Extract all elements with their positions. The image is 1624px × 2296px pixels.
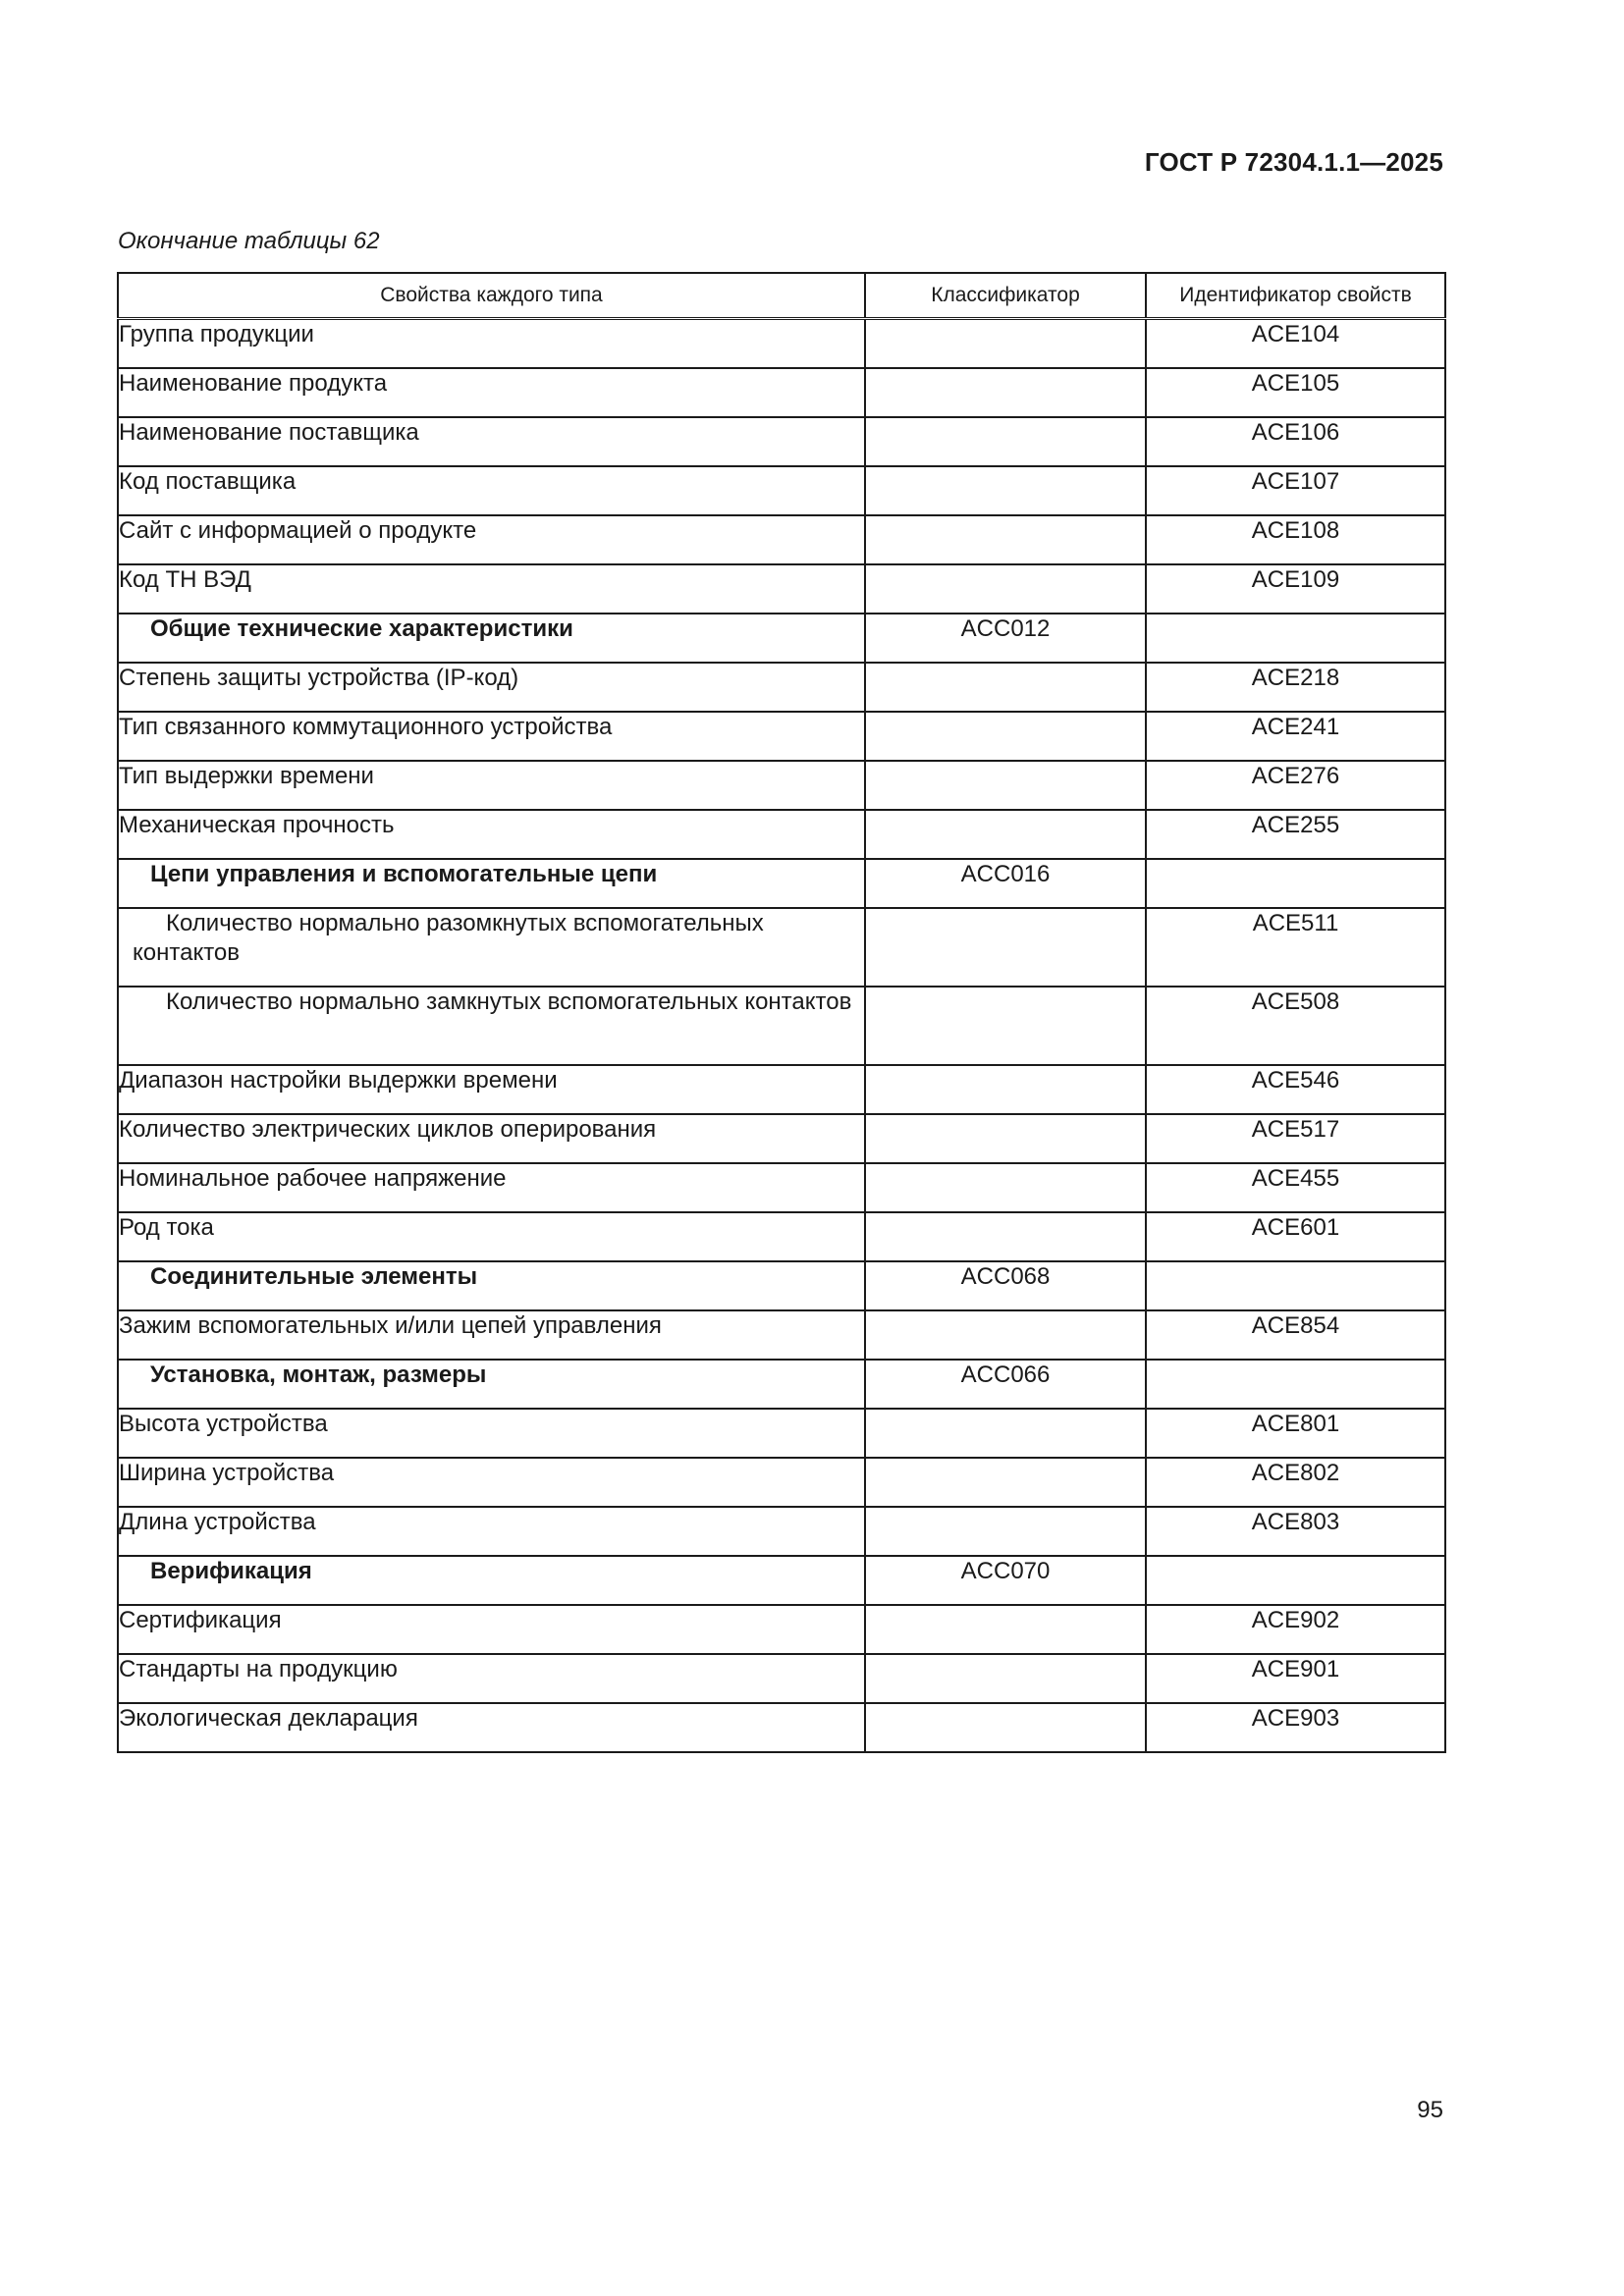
property-id-cell: ACE108: [1146, 515, 1445, 564]
table-row: [118, 663, 1445, 712]
classifier-cell: [865, 1654, 1146, 1703]
table-group-row: [118, 859, 1445, 908]
property-id-cell: ACE601: [1146, 1212, 1445, 1261]
property-name-cell: Код ТН ВЭД: [118, 564, 865, 614]
property-name-cell: Механическая прочность: [118, 810, 865, 859]
property-name-cell: Зажим вспомогательных и/или цепей управления: [118, 1310, 865, 1360]
table-group-row: [118, 1360, 1445, 1409]
table-row: [118, 1212, 1445, 1261]
property-id-cell: ACE104: [1146, 319, 1445, 368]
property-id-cell: ACE107: [1146, 466, 1445, 515]
classifier-cell: [865, 515, 1146, 564]
classifier-cell: ACC068: [865, 1261, 1146, 1310]
table-caption: Окончание таблицы 62: [118, 228, 380, 254]
page-number: 95: [1417, 2097, 1443, 2123]
property-name-cell: Высота устройства: [118, 1409, 865, 1458]
classifier-cell: [865, 368, 1146, 417]
property-name-cell: Наименование продукта: [118, 368, 865, 417]
property-name-cell: Сайт с информацией о продукте: [118, 515, 865, 564]
property-id-cell: ACE517: [1146, 1114, 1445, 1163]
property-id-cell: ACE511: [1146, 908, 1445, 987]
property-name-cell: Диапазон настройки выдержки времени: [118, 1065, 865, 1114]
table-row: [118, 1605, 1445, 1654]
property-name-cell: Общие технические характеристики: [118, 614, 865, 663]
table-header-row: [118, 273, 1445, 319]
table-row: [118, 1703, 1445, 1752]
classifier-cell: ACC066: [865, 1360, 1146, 1409]
property-name-cell: Род тока: [118, 1212, 865, 1261]
classifier-cell: [865, 908, 1146, 987]
table-row: [118, 987, 1445, 1065]
classifier-cell: [865, 1507, 1146, 1556]
property-name-cell: Тип связанного коммутационного устройства: [118, 712, 865, 761]
property-id-cell: [1146, 614, 1445, 663]
property-name-cell: Установка, монтаж, размеры: [118, 1360, 865, 1409]
table-row: [118, 712, 1445, 761]
property-name-cell: Сертификация: [118, 1605, 865, 1654]
table-group-row: [118, 614, 1445, 663]
table-row: [118, 466, 1445, 515]
table-row: [118, 761, 1445, 810]
table-row: [118, 515, 1445, 564]
property-name-cell: Верификация: [118, 1556, 865, 1605]
property-name-cell: Наименование поставщика: [118, 417, 865, 466]
classifier-cell: [865, 1605, 1146, 1654]
property-name-cell: Соединительные элементы: [118, 1261, 865, 1310]
property-id-cell: ACE803: [1146, 1507, 1445, 1556]
classifier-cell: [865, 1163, 1146, 1212]
classifier-cell: [865, 1114, 1146, 1163]
classifier-cell: [865, 466, 1146, 515]
property-id-cell: ACE105: [1146, 368, 1445, 417]
properties-table: [117, 272, 1446, 1753]
property-id-cell: [1146, 1556, 1445, 1605]
property-name-cell: Код поставщика: [118, 466, 865, 515]
classifier-cell: [865, 319, 1146, 368]
table-row: [118, 1409, 1445, 1458]
table-row: [118, 1507, 1445, 1556]
classifier-cell: [865, 1310, 1146, 1360]
classifier-cell: [865, 564, 1146, 614]
property-id-cell: ACE508: [1146, 987, 1445, 1065]
table-row: [118, 368, 1445, 417]
table-group-row: [118, 1261, 1445, 1310]
property-name-cell: Тип выдержки времени: [118, 761, 865, 810]
property-id-cell: ACE106: [1146, 417, 1445, 466]
table-row: [118, 564, 1445, 614]
property-id-cell: ACE455: [1146, 1163, 1445, 1212]
classifier-cell: [865, 1065, 1146, 1114]
property-name-cell: Экологическая декларация: [118, 1703, 865, 1752]
property-id-cell: [1146, 1261, 1445, 1310]
table-row: [118, 1310, 1445, 1360]
property-id-cell: ACE903: [1146, 1703, 1445, 1752]
property-id-cell: ACE854: [1146, 1310, 1445, 1360]
column-header-classifier: Классификатор: [865, 273, 1146, 319]
property-name-cell: Ширина устройства: [118, 1458, 865, 1507]
table-row: [118, 1065, 1445, 1114]
classifier-cell: ACC012: [865, 614, 1146, 663]
classifier-cell: [865, 1458, 1146, 1507]
column-header-property-id: Идентификатор свойств: [1146, 273, 1445, 319]
property-name-cell: Номинальное рабочее напряжение: [118, 1163, 865, 1212]
table-body: [118, 319, 1445, 1752]
classifier-cell: [865, 1703, 1146, 1752]
table-row: [118, 417, 1445, 466]
classifier-cell: [865, 1212, 1146, 1261]
property-id-cell: [1146, 1360, 1445, 1409]
classifier-cell: [865, 761, 1146, 810]
property-name-cell: Количество нормально замкнутых вспомогательных контактов: [118, 987, 865, 1065]
property-id-cell: ACE902: [1146, 1605, 1445, 1654]
classifier-cell: [865, 663, 1146, 712]
property-name-cell: Степень защиты устройства (IP-код): [118, 663, 865, 712]
property-id-cell: ACE109: [1146, 564, 1445, 614]
property-id-cell: ACE546: [1146, 1065, 1445, 1114]
property-name-cell: Количество нормально разомкнутых вспомогательных контактов: [118, 908, 865, 987]
property-name-cell: Длина устройства: [118, 1507, 865, 1556]
table-row: [118, 908, 1445, 987]
classifier-cell: [865, 1409, 1146, 1458]
column-header-properties: Свойства каждого типа: [118, 273, 865, 319]
property-id-cell: ACE276: [1146, 761, 1445, 810]
table-row: [118, 1458, 1445, 1507]
property-id-cell: ACE255: [1146, 810, 1445, 859]
classifier-cell: [865, 712, 1146, 761]
property-id-cell: ACE801: [1146, 1409, 1445, 1458]
classifier-cell: [865, 810, 1146, 859]
table-row: [118, 1163, 1445, 1212]
property-id-cell: ACE802: [1146, 1458, 1445, 1507]
property-name-cell: Стандарты на продукцию: [118, 1654, 865, 1703]
table-row: [118, 1114, 1445, 1163]
table-group-row: [118, 1556, 1445, 1605]
document-code: ГОСТ Р 72304.1.1—2025: [1144, 147, 1443, 177]
property-name-cell: Цепи управления и вспомогательные цепи: [118, 859, 865, 908]
property-id-cell: ACE901: [1146, 1654, 1445, 1703]
table-row: [118, 810, 1445, 859]
property-id-cell: ACE218: [1146, 663, 1445, 712]
property-name-cell: Группа продукции: [118, 319, 865, 368]
table-row: [118, 1654, 1445, 1703]
property-id-cell: [1146, 859, 1445, 908]
property-id-cell: ACE241: [1146, 712, 1445, 761]
classifier-cell: ACC016: [865, 859, 1146, 908]
property-name-cell: Количество электрических циклов оперирования: [118, 1114, 865, 1163]
classifier-cell: ACC070: [865, 1556, 1146, 1605]
table-row: [118, 319, 1445, 368]
classifier-cell: [865, 987, 1146, 1065]
classifier-cell: [865, 417, 1146, 466]
